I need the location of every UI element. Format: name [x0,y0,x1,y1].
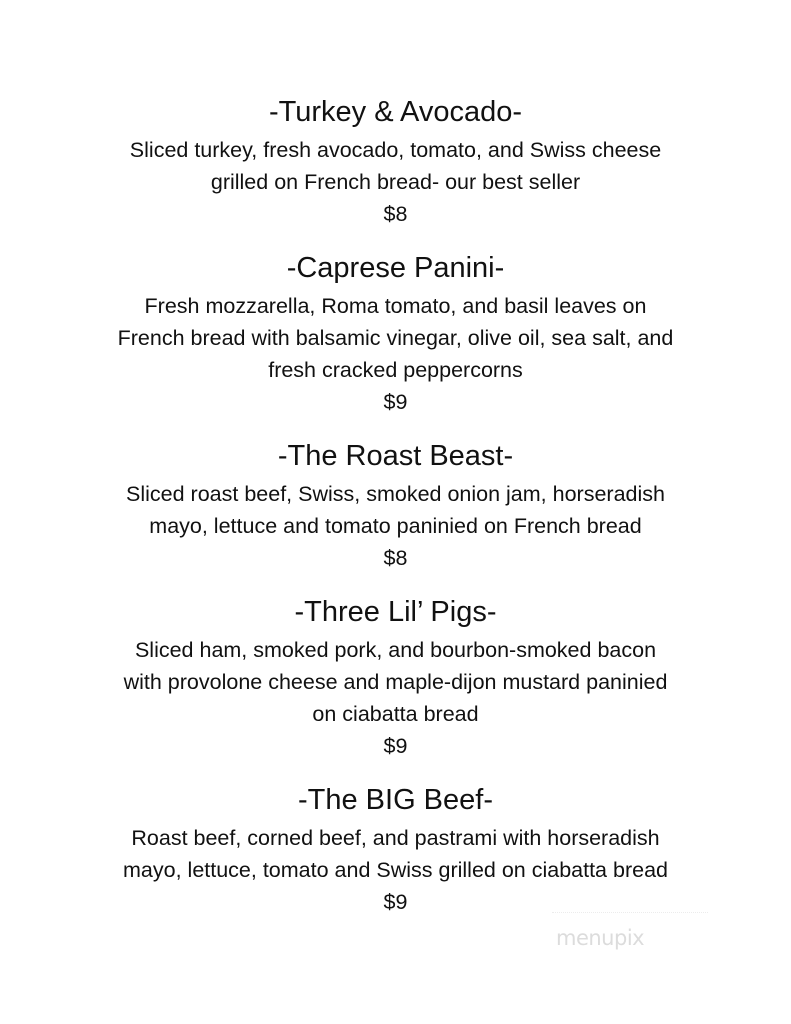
menu-item-title: -Three Lil’ Pigs- [294,596,497,628]
menu-item-description: Sliced roast beef, Swiss, smoked onion jam, horseradish mayo, lettuce and tomato paninied on French bread [126,482,665,538]
menu [0,92,791,918]
menu-item-price: $8 [383,546,408,570]
menu-item-price: $8 [383,202,408,226]
menu-item-title: -The BIG Beef- [297,784,493,816]
menu-item-description: Sliced turkey, fresh avocado, tomato, and Swiss cheese grilled on French bread- our best seller [129,138,662,194]
menu-item-price: $9 [383,390,408,414]
menu-item-caprese-panini [0,248,791,418]
menu-item-description: Fresh mozzarella, Roma tomato, and basil leaves on French bread with balsamic vinegar, olive oil, sea salt, and fresh cracked peppercorns [117,294,674,382]
menu-item-three-lil-pigs [0,592,791,762]
menu-item-description: Sliced ham, smoked pork, and bourbon-smoked bacon with provolone cheese and maple-dijon mustard paninied on ciabatta bread [123,638,668,726]
menu-item-title: -Caprese Panini- [286,252,505,284]
menu-item-price: $9 [383,890,408,914]
watermark-divider [552,912,708,917]
menupix-watermark: menupix [556,926,645,950]
menu-item-price: $9 [383,734,408,758]
menu-item-turkey-avocado [0,92,791,230]
menu-item-title: -Turkey & Avocado- [268,96,523,128]
menu-item-roast-beast [0,436,791,574]
menu-item-title: -The Roast Beast- [277,440,514,472]
menu-item-big-beef [0,780,791,918]
menu-item-description: Roast beef, corned beef, and pastrami with horseradish mayo, lettuce, tomato and Swiss grilled on ciabatta bread [123,826,668,882]
